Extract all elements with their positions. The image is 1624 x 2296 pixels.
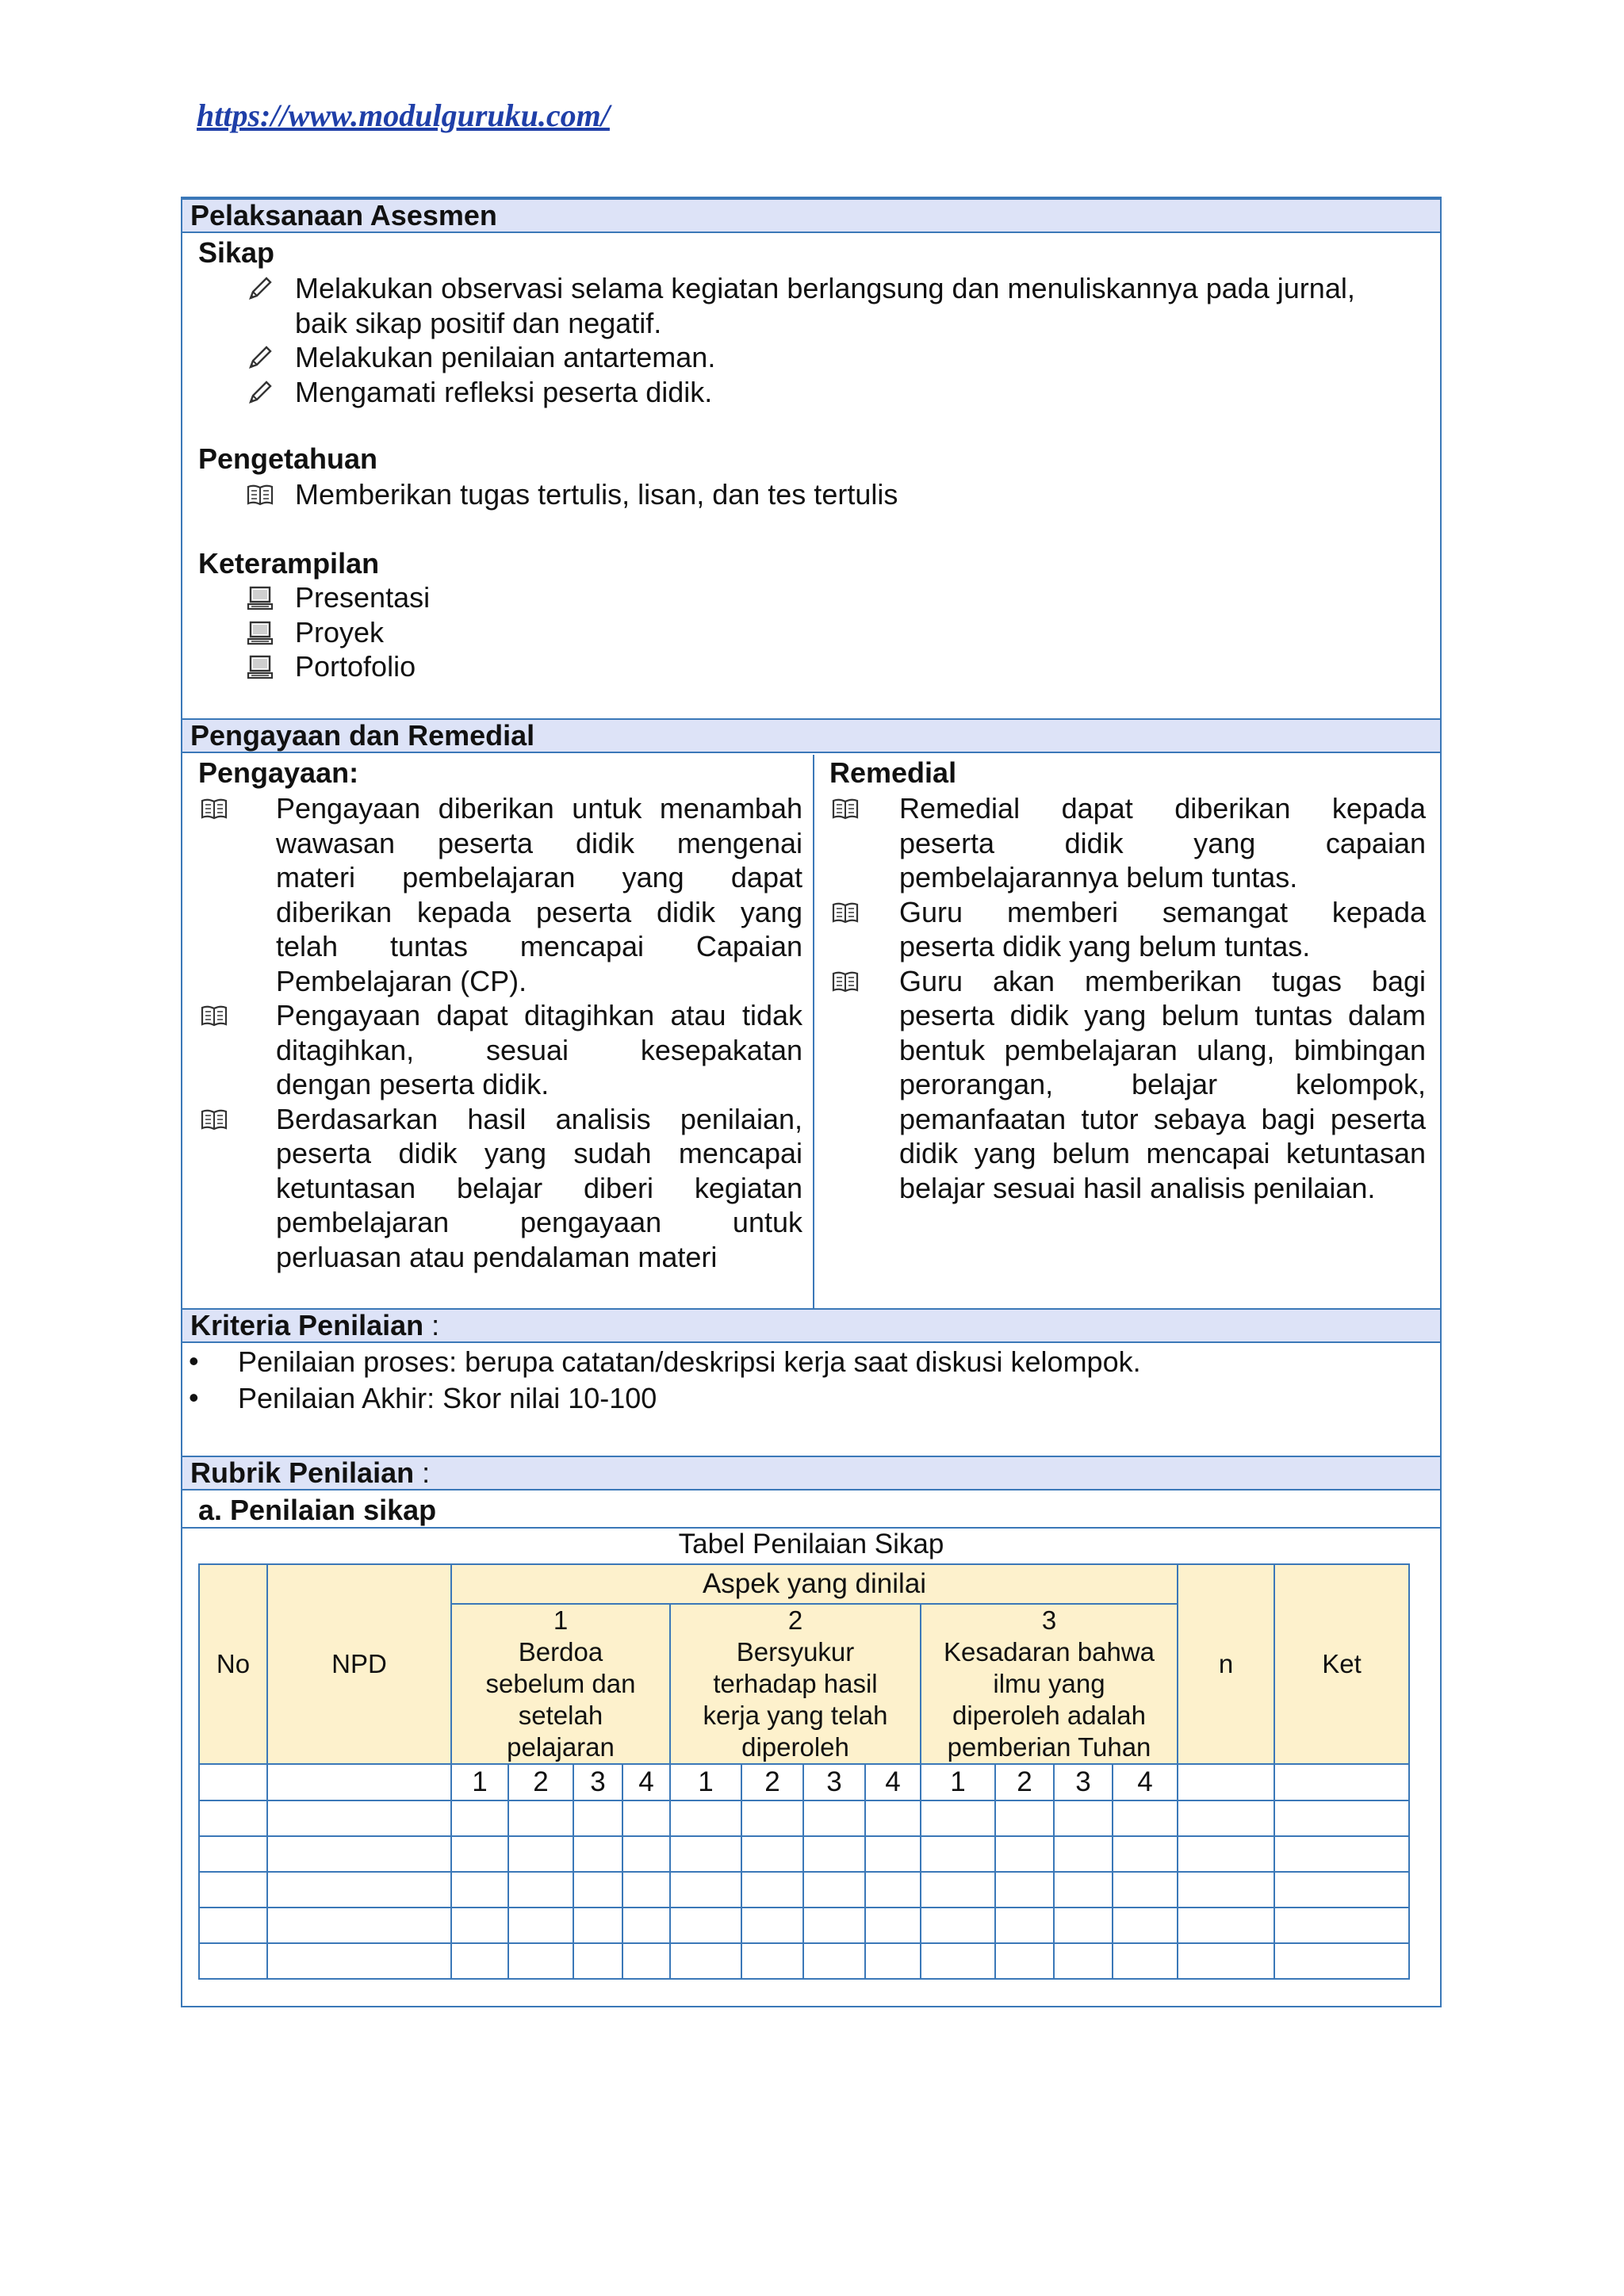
- remedial-item-line: perorangan, belajar kelompok,: [899, 1068, 1426, 1100]
- table-cell[interactable]: [921, 1908, 995, 1943]
- table-cell[interactable]: [267, 1800, 451, 1836]
- aspect-label-line: Bersyukur: [736, 1637, 855, 1667]
- remedial-item: [899, 791, 1426, 895]
- bullet-dot: •: [189, 1381, 199, 1414]
- table-cell[interactable]: [622, 1943, 670, 1979]
- table-cell[interactable]: [1054, 1836, 1113, 1872]
- table-cell[interactable]: [670, 1872, 741, 1908]
- sikap-title: Sikap: [198, 236, 275, 269]
- table-cell[interactable]: [741, 1943, 803, 1979]
- table-cell[interactable]: [1274, 1800, 1409, 1836]
- score-row-npd-cell: [267, 1764, 451, 1800]
- aspect-label-line: terhadap hasil: [713, 1669, 878, 1698]
- table-cell[interactable]: [267, 1908, 451, 1943]
- table-cell[interactable]: [1178, 1872, 1274, 1908]
- table-cell[interactable]: [1178, 1908, 1274, 1943]
- table-cell[interactable]: [803, 1836, 865, 1872]
- table-cell[interactable]: [670, 1943, 741, 1979]
- table-cell[interactable]: [741, 1800, 803, 1836]
- aspect-number: 1: [553, 1605, 569, 1635]
- pengayaan-item-line: dengan peserta didik.: [276, 1068, 550, 1100]
- score-label-2: 2: [995, 1764, 1054, 1800]
- aspect-header-3: [921, 1604, 1178, 1764]
- table-cell[interactable]: [670, 1800, 741, 1836]
- table-cell[interactable]: [1113, 1800, 1178, 1836]
- table-cell[interactable]: [995, 1943, 1054, 1979]
- table-cell[interactable]: [267, 1943, 451, 1979]
- score-label-3: 3: [1054, 1764, 1113, 1800]
- aspect-label-line: pelajaran: [507, 1732, 615, 1762]
- pengayaan-item-line: telah tuntas mencapai Capaian: [276, 930, 802, 962]
- table-cell[interactable]: [199, 1836, 267, 1872]
- book-icon: [200, 1105, 228, 1134]
- table-cell[interactable]: [622, 1800, 670, 1836]
- keterampilan-title: Keterampilan: [198, 547, 380, 580]
- pengayaan-title: Pengayaan:: [198, 756, 359, 789]
- table-cell[interactable]: [1113, 1943, 1178, 1979]
- score-label-2: 2: [741, 1764, 803, 1800]
- table-cell[interactable]: [921, 1943, 995, 1979]
- table-cell[interactable]: [803, 1872, 865, 1908]
- table-cell[interactable]: [670, 1836, 741, 1872]
- table-row: [199, 1800, 1409, 1836]
- pencil-icon: [246, 274, 274, 303]
- table-cell[interactable]: [451, 1872, 508, 1908]
- computer-icon: [246, 652, 274, 681]
- pencil-icon: [246, 378, 274, 407]
- column-divider: [813, 755, 814, 1310]
- kriteria-item-2: Penilaian Akhir: Skor nilai 10-100: [238, 1382, 657, 1414]
- score-label-4: 4: [1113, 1764, 1178, 1800]
- book-icon: [200, 794, 228, 823]
- table-cell[interactable]: [508, 1943, 573, 1979]
- aspect-label-line: Kesadaran bahwa: [943, 1637, 1155, 1667]
- table-cell[interactable]: [1054, 1800, 1113, 1836]
- table-cell[interactable]: [622, 1872, 670, 1908]
- table-row: [199, 1943, 1409, 1979]
- score-label-3: 3: [803, 1764, 865, 1800]
- section-header-asesmen: Pelaksanaan Asesmen: [182, 198, 1440, 233]
- computer-icon: [246, 584, 274, 612]
- pengayaan-item-line: perluasan atau pendalaman materi: [276, 1240, 718, 1273]
- bullet-dot: •: [189, 1345, 199, 1377]
- table-cell[interactable]: [199, 1800, 267, 1836]
- table-cell[interactable]: [921, 1872, 995, 1908]
- section-header-kriteria: Kriteria Penilaian :: [182, 1308, 1440, 1343]
- pengayaan-item: [276, 791, 802, 998]
- table-row: [199, 1872, 1409, 1908]
- table-cell[interactable]: [1274, 1872, 1409, 1908]
- pengayaan-item-line: materi pembelajaran yang dapat: [276, 861, 802, 894]
- table-cell[interactable]: [267, 1836, 451, 1872]
- table-cell[interactable]: [1274, 1908, 1409, 1943]
- pengayaan-item-line: diberikan kepada peserta didik yang: [276, 895, 802, 928]
- score-label-1: 1: [921, 1764, 995, 1800]
- col-npd: NPD: [267, 1564, 451, 1764]
- pengayaan-item: [276, 1102, 802, 1275]
- table-cell[interactable]: [1274, 1836, 1409, 1872]
- score-label-1: 1: [670, 1764, 741, 1800]
- table-cell[interactable]: [865, 1836, 921, 1872]
- remedial-item-line: didik yang belum mencapai ketuntasan: [899, 1137, 1426, 1169]
- remedial-item-line: pembelajarannya belum tuntas.: [899, 861, 1298, 894]
- table-cell[interactable]: [995, 1872, 1054, 1908]
- remedial-item-line: peserta didik yang belum tuntas dalam: [899, 999, 1426, 1031]
- pengetahuan-item: Memberikan tugas tertulis, lisan, dan tes tertulis: [295, 478, 898, 511]
- table-row: [199, 1908, 1409, 1943]
- table-cell[interactable]: [508, 1800, 573, 1836]
- score-label-2: 2: [508, 1764, 573, 1800]
- score-label-4: 4: [622, 1764, 670, 1800]
- table-cell[interactable]: [573, 1943, 622, 1979]
- remedial-item-line: belajar sesuai hasil analisis penilaian.: [899, 1171, 1376, 1204]
- table-cell[interactable]: [1178, 1800, 1274, 1836]
- table-cell[interactable]: [803, 1800, 865, 1836]
- score-row-ket-cell: [1274, 1764, 1409, 1800]
- aspect-label-line: sebelum dan: [485, 1669, 636, 1698]
- table-cell[interactable]: [741, 1872, 803, 1908]
- table-cell[interactable]: [921, 1836, 995, 1872]
- table-cell[interactable]: [508, 1836, 573, 1872]
- table-cell[interactable]: [573, 1908, 622, 1943]
- aspect-number: 3: [1041, 1605, 1057, 1635]
- section-header-pengayaan-remedial: Pengayaan dan Remedial: [182, 718, 1440, 753]
- pengayaan-item-line: Pengayaan diberikan untuk menambah: [276, 792, 802, 825]
- table-cell[interactable]: [995, 1800, 1054, 1836]
- remedial-item-line: peserta didik yang capaian: [899, 826, 1426, 859]
- table-cell[interactable]: [573, 1836, 622, 1872]
- assessment-frame: [181, 197, 1442, 2007]
- table-cell[interactable]: [921, 1800, 995, 1836]
- table-cell[interactable]: [1178, 1836, 1274, 1872]
- aspect-label-line: diperoleh adalah: [952, 1701, 1147, 1730]
- keterampilan-item: Portofolio: [295, 650, 416, 683]
- aspect-label-line: ilmu yang: [993, 1669, 1105, 1698]
- table-cell[interactable]: [803, 1943, 865, 1979]
- table-cell[interactable]: [267, 1872, 451, 1908]
- col-no: No: [199, 1564, 267, 1764]
- table-cell[interactable]: [573, 1800, 622, 1836]
- penilaian-sikap-table: [198, 1563, 1410, 1980]
- col-ket: Ket: [1274, 1564, 1409, 1764]
- keterampilan-item: Presentasi: [295, 581, 431, 614]
- remedial-item-line: Guru memberi semangat kepada: [899, 895, 1426, 928]
- col-n: n: [1178, 1564, 1274, 1764]
- book-icon: [831, 967, 860, 996]
- book-icon: [831, 794, 860, 823]
- keterampilan-item: Proyek: [295, 615, 385, 649]
- table-cell[interactable]: [199, 1872, 267, 1908]
- table-cell[interactable]: [1113, 1872, 1178, 1908]
- pengayaan-item-line: ditagihkan, sesuai kesepakatan: [276, 1033, 802, 1066]
- book-icon: [200, 1001, 228, 1030]
- table-cell[interactable]: [995, 1836, 1054, 1872]
- pengayaan-item-line: wawasan peserta didik mengenai: [276, 826, 802, 859]
- aspect-header-2: [670, 1604, 921, 1764]
- aspect-label-line: diperoleh: [741, 1732, 849, 1762]
- table-cell[interactable]: [622, 1908, 670, 1943]
- table-cell[interactable]: [1113, 1836, 1178, 1872]
- table-cell[interactable]: [741, 1836, 803, 1872]
- kriteria-item-1: Penilaian proses: berupa catatan/deskripsi kerja saat diskusi kelompok.: [238, 1345, 1141, 1378]
- table-cell[interactable]: [865, 1943, 921, 1979]
- table-cell[interactable]: [199, 1943, 267, 1979]
- book-icon: [246, 480, 274, 509]
- table-cell[interactable]: [865, 1908, 921, 1943]
- pengayaan-item-line: Berdasarkan hasil analisis penilaian,: [276, 1102, 802, 1135]
- aspect-label-line: Berdoa: [518, 1637, 603, 1667]
- sikap-item-line: Mengamati refleksi peserta didik.: [295, 375, 713, 408]
- pengayaan-item-line: Pengayaan dapat ditagihkan atau tidak: [276, 999, 802, 1031]
- aspect-header-1: [451, 1604, 670, 1764]
- table-caption: Tabel Penilaian Sikap: [678, 1529, 944, 1559]
- aspect-label-line: setelah: [518, 1701, 603, 1730]
- sikap-item-line: Melakukan observasi selama kegiatan berlangsung dan menuliskannya pada jurnal,: [295, 272, 1355, 304]
- table-cell[interactable]: [1113, 1908, 1178, 1943]
- table-cell[interactable]: [451, 1836, 508, 1872]
- score-label-4: 4: [865, 1764, 921, 1800]
- sikap-item-line: baik sikap positif dan negatif.: [295, 306, 662, 339]
- remedial-item-line: Guru akan memberikan tugas bagi: [899, 964, 1426, 997]
- remedial-item: [899, 964, 1426, 1206]
- table-cell[interactable]: [741, 1908, 803, 1943]
- score-row-n-cell: [1178, 1764, 1274, 1800]
- pengayaan-item-line: peserta didik yang sudah mencapai: [276, 1137, 802, 1169]
- table-cell[interactable]: [865, 1800, 921, 1836]
- table-cell[interactable]: [1054, 1872, 1113, 1908]
- remedial-item-line: bentuk pembelajaran ulang, bimbingan: [899, 1033, 1426, 1066]
- table-row: [199, 1836, 1409, 1872]
- remedial-item-line: Remedial dapat diberikan kepada: [899, 792, 1426, 825]
- table-cell[interactable]: [451, 1800, 508, 1836]
- remedial-item-line: peserta didik yang belum tuntas.: [899, 930, 1311, 962]
- table-cell[interactable]: [451, 1908, 508, 1943]
- table-cell[interactable]: [1054, 1908, 1113, 1943]
- aspect-number: 2: [787, 1605, 803, 1635]
- table-cell[interactable]: [1178, 1943, 1274, 1979]
- table-cell[interactable]: [451, 1943, 508, 1979]
- table-cell[interactable]: [1274, 1943, 1409, 1979]
- pencil-icon: [246, 343, 274, 372]
- remedial-title: Remedial: [829, 756, 957, 789]
- book-icon: [831, 898, 860, 927]
- aspect-label-line: pemberian Tuhan: [947, 1732, 1151, 1762]
- rubrik-subtitle: a. Penilaian sikap: [198, 1494, 437, 1526]
- score-label-3: 3: [573, 1764, 622, 1800]
- section-header-rubrik: Rubrik Penilaian :: [182, 1456, 1440, 1490]
- score-label-1: 1: [451, 1764, 508, 1800]
- table-cell[interactable]: [508, 1908, 573, 1943]
- sikap-item-line: Melakukan penilaian antarteman.: [295, 341, 716, 373]
- table-cell[interactable]: [995, 1908, 1054, 1943]
- table-cell[interactable]: [573, 1872, 622, 1908]
- table-cell[interactable]: [508, 1872, 573, 1908]
- remedial-item: [899, 895, 1426, 964]
- table-cell[interactable]: [803, 1908, 865, 1943]
- pengetahuan-title: Pengetahuan: [198, 442, 378, 475]
- table-cell[interactable]: [865, 1872, 921, 1908]
- score-row-no-cell: [199, 1764, 267, 1800]
- pengayaan-item-line: pembelajaran pengayaan untuk: [276, 1206, 802, 1238]
- table-cell[interactable]: [622, 1836, 670, 1872]
- pengayaan-item-line: ketuntasan belajar diberi kegiatan: [276, 1171, 802, 1204]
- website-url[interactable]: https://www.modulguruku.com/: [197, 98, 610, 133]
- computer-icon: [246, 618, 274, 647]
- table-cell[interactable]: [670, 1908, 741, 1943]
- table-cell[interactable]: [1054, 1943, 1113, 1979]
- aspect-label-line: kerja yang telah: [703, 1701, 888, 1730]
- table-cell[interactable]: [199, 1908, 267, 1943]
- col-aspek: Aspek yang dinilai: [451, 1564, 1178, 1604]
- pengayaan-item-line: Pembelajaran (CP).: [276, 964, 527, 997]
- remedial-item-line: pemanfaatan tutor sebaya bagi peserta: [899, 1102, 1426, 1135]
- pengayaan-item: [276, 998, 802, 1102]
